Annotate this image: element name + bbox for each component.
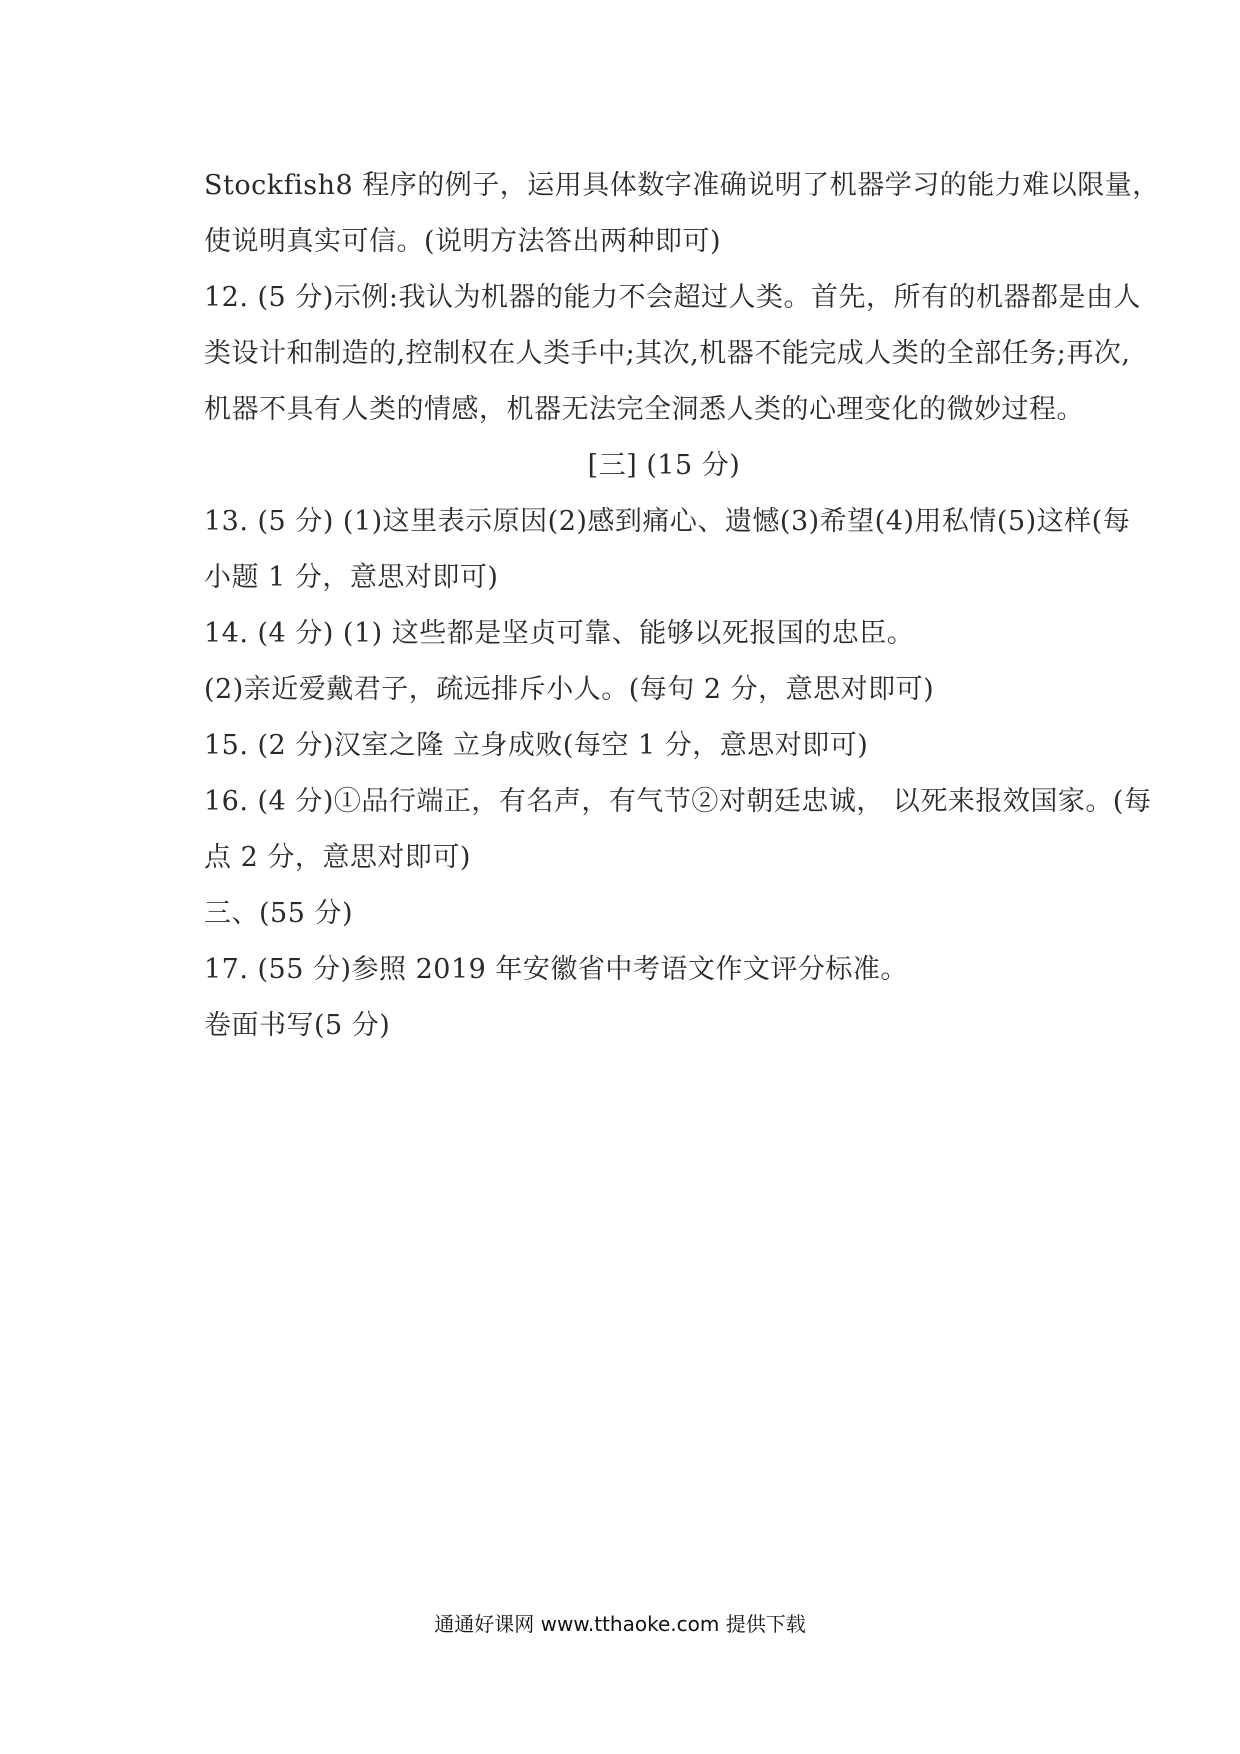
answer-12-cont-2: 机器不具有人类的情感，机器无法完全洞悉人类的心理变化的微妙过程。 [204,394,1084,425]
answer-16-cont: 点 2 分，意思对即可) [204,842,471,873]
answer-14: 14. (4 分) (1) 这些都是坚贞可靠、能够以死报国的忠臣。 [204,618,915,649]
answer-13-cont: 小题 1 分，意思对即可) [204,562,499,593]
answer-13: 13. (5 分) (1)这里表示原因(2)感到痛心、遗憾(3)希望(4)用私情(5)这样(每 [204,506,1131,537]
answer-17: 17. (55 分)参照 2019 年安徽省中考语文作文评分标准。 [204,954,908,985]
answer-12-cont-1: 类设计和制造的,控制权在人类手中;其次,机器不能完成人类的全部任务;再次, [204,338,1131,369]
section-heading-san: 三、(55 分) [204,898,354,929]
page-footer: 通通好课网 www.tthaoke.com 提供下载 [434,1612,806,1636]
answer-15: 15. (2 分)汉室之隆 立身成败(每空 1 分，意思对即可) [204,730,869,761]
text-line-2: 使说明真实可信。(说明方法答出两种即可) [204,226,722,257]
answer-12: 12. (5 分)示例:我认为机器的能力不会超过人类。首先，所有的机器都是由人 [204,282,1141,313]
handwriting-score: 卷面书写(5 分) [204,1010,391,1041]
answer-16: 16. (4 分)①品行端正，有名声，有气节②对朝廷忠诚， 以死来报效国家。(每 [204,786,1152,817]
text-line-1: Stockfish8 程序的例子，运用具体数字准确说明了机器学习的能力难以限量， [204,170,1160,201]
answer-14-cont: (2)亲近爱戴君子，疏远排斥小人。(每句 2 分，意思对即可) [204,674,935,705]
section-heading-3: [三] (15 分) [587,450,741,481]
